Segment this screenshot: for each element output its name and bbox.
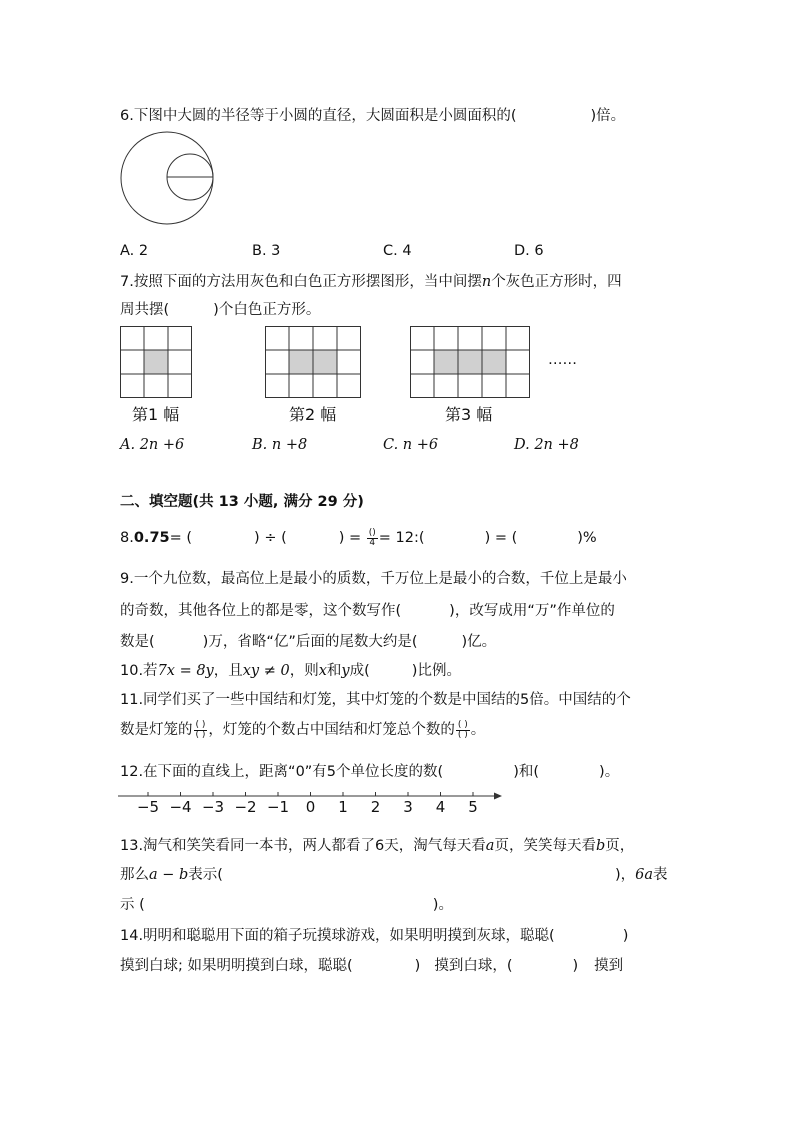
number-line-label: 2: [370, 798, 381, 816]
q6-option-d[interactable]: D. 6: [514, 243, 544, 259]
q7-figure-1: [120, 326, 192, 398]
q13-line3a: 示 (: [120, 897, 145, 913]
q9-line3b: )万，省略“亿”后面的尾数大约是(: [202, 634, 418, 650]
q10-equation: 7x = 8y: [157, 663, 214, 679]
q14-line2d: ): [572, 958, 579, 974]
q13-line2c: )，: [614, 867, 636, 883]
q6-option-c[interactable]: C. 4: [383, 243, 412, 259]
q10-f: )比例。: [411, 663, 461, 679]
q12-question: [120, 762, 619, 782]
number-line-label: 1: [338, 798, 348, 816]
number-line-label: −1: [266, 798, 290, 816]
q13-line2: [120, 865, 668, 885]
q7-ellipsis: ……: [548, 352, 577, 368]
q11-frac2-num: ( ): [457, 719, 468, 730]
q10-e: 成(: [349, 663, 370, 679]
q10-x: x: [318, 663, 327, 679]
q8-percent: )%: [577, 530, 597, 546]
q14-line2a: 摸到白球; 如果明明摸到白球，聪聪(: [120, 958, 353, 974]
q14-line1: [120, 926, 628, 946]
q6-option-b[interactable]: B. 3: [252, 243, 281, 259]
q6-text: 6.下图中大圆的半径等于小圆的直径，大圆面积是小圆面积的(: [120, 108, 517, 124]
q14-line2: [120, 956, 623, 976]
q10-b: ，且: [213, 663, 243, 679]
gray-square: [289, 350, 313, 374]
q14-line2c: 摸到白球，(: [434, 958, 513, 974]
q13-line3b: )。: [432, 897, 453, 913]
q7-line1-end: 个灰色正方形时，四: [491, 274, 622, 290]
number-line-label: −4: [169, 798, 192, 816]
q8-value: 0.75: [133, 530, 170, 546]
gray-square: [458, 350, 482, 374]
q13-var-b: b: [595, 838, 606, 854]
q8-fraction[interactable]: [367, 529, 378, 548]
section-title: 二、填空题(共 13 小题, 满分 29 分): [120, 494, 364, 510]
q13-line1: [120, 836, 634, 856]
q7-line1: [120, 272, 622, 292]
q9-line3c: )亿。: [461, 634, 497, 650]
q7-figure-1-caption: 第1 幅: [132, 405, 180, 424]
q7-figure-2-caption: 第2 幅: [289, 405, 337, 424]
q8-ratio: = 12:(: [378, 530, 425, 546]
q12-text: 12.在下面的直线上，距离“0”有5个单位长度的数(: [120, 764, 444, 780]
q13-expr2: 6a: [635, 867, 654, 883]
q7-option-c[interactable]: C. n +6: [383, 437, 439, 453]
number-line-label: 3: [403, 798, 413, 816]
q7-line1-text: 7.按照下面的方法用灰色和白色正方形摆图形，当中间摆: [120, 274, 482, 290]
q13-line2d: 表: [653, 867, 668, 883]
q11-fraction-2[interactable]: [456, 721, 470, 740]
q9-line2: [120, 601, 615, 621]
q11-line1: 11.同学们买了一些中国结和灯笼，其中灯笼的个数是中国结的5倍。中国结的个: [120, 692, 631, 708]
q11-frac1-den: ( ): [195, 729, 206, 740]
q7-line2-end: )个白色正方形。: [213, 302, 321, 318]
q8-eq: = (: [169, 530, 193, 546]
q7-option-a[interactable]: A. 2n +6: [120, 437, 185, 453]
q8-question: [120, 528, 597, 548]
q11-frac2-den: ( ): [457, 729, 468, 740]
number-line-arrow: [494, 793, 502, 800]
q11-line2b: ，灯笼的个数占中国结和灯笼总个数的: [208, 722, 455, 738]
q6-close: )倍。: [590, 108, 626, 124]
q14-line1b: ): [622, 928, 629, 944]
q13-line2a: 那么: [120, 867, 149, 883]
q6-question: [120, 106, 625, 126]
gray-square: [144, 350, 168, 374]
q14-line1a: 14.明明和聪聪用下面的箱子玩摸球游戏，如果明明摸到灰球，聪聪(: [120, 928, 555, 944]
q10-y: y: [341, 663, 350, 679]
q13-line3: [120, 895, 453, 915]
q13-line1-text: 13.淘气和笑笑看同一本书，两人都看了6天，淘气每天看: [120, 838, 486, 854]
gray-square: [482, 350, 506, 374]
q8-eq2: ) =: [338, 530, 362, 546]
q8-div: ) ÷ (: [254, 530, 287, 546]
number-line-label: 0: [305, 798, 316, 816]
q11-line2a: 数是灯笼的: [120, 722, 193, 738]
q13-line2b: 表示(: [188, 867, 223, 883]
q10-inequality: xy ≠ 0: [242, 663, 290, 679]
q14-line2b: ): [414, 958, 421, 974]
q12-number-line: [118, 788, 508, 814]
q12-end: )。: [599, 764, 620, 780]
q8-frac-den: 4: [369, 537, 376, 548]
q11-fraction-1[interactable]: [194, 721, 208, 740]
q7-figure-3: [410, 326, 530, 398]
q13-line1b: 页，笑笑每天看: [494, 838, 596, 854]
q8-prefix: 8.: [120, 530, 134, 546]
q7-var-n: n: [481, 274, 492, 290]
q9-line3a: 数是(: [120, 634, 155, 650]
q9-line2b: )，改写成用“万”作单位的: [449, 603, 615, 619]
q14-line2e: 摸到: [594, 958, 624, 974]
q7-figure-2: [265, 326, 361, 398]
q7-line2: [120, 300, 320, 320]
q7-line2-start: 周共摆(: [120, 302, 170, 318]
number-line-label: 5: [468, 798, 478, 816]
q6-circles-figure: [120, 132, 220, 228]
q8-eq3: ) = (: [484, 530, 518, 546]
number-line-label: −3: [201, 798, 225, 816]
q10-d: 和: [326, 663, 342, 679]
q7-figure-3-caption: 第3 幅: [445, 405, 493, 424]
q9-line1: 9.一个九位数，最高位上是最小的质数，千万位上是最小的合数，千位上是最小: [120, 571, 627, 587]
number-line-label: −5: [136, 798, 160, 816]
q9-line3: [120, 632, 496, 652]
q10-c: ，则: [289, 663, 319, 679]
q13-line1c: 页，: [605, 838, 635, 854]
q7-option-b[interactable]: B. n +8: [252, 437, 308, 453]
q11-frac1-num: ( ): [195, 719, 206, 730]
gray-square: [313, 350, 337, 374]
q9-line2a: 的奇数，其他各位上的都是零，这个数写作(: [120, 603, 402, 619]
q6-option-a[interactable]: A. 2: [120, 243, 149, 259]
number-line-label: 4: [435, 798, 446, 816]
q13-expr: a − b: [149, 867, 189, 883]
q10-a: 10.若: [120, 663, 158, 679]
q7-option-d[interactable]: D. 2n +8: [514, 437, 579, 453]
q10-question: [120, 661, 461, 681]
q13-var-a: a: [485, 838, 495, 854]
q8-frac-num: (): [368, 527, 376, 538]
q11-line2: [120, 720, 485, 740]
q12-mid: )和(: [513, 764, 540, 780]
number-line-label: −2: [234, 798, 257, 816]
gray-square: [434, 350, 458, 374]
q11-line2c: 。: [470, 722, 486, 738]
